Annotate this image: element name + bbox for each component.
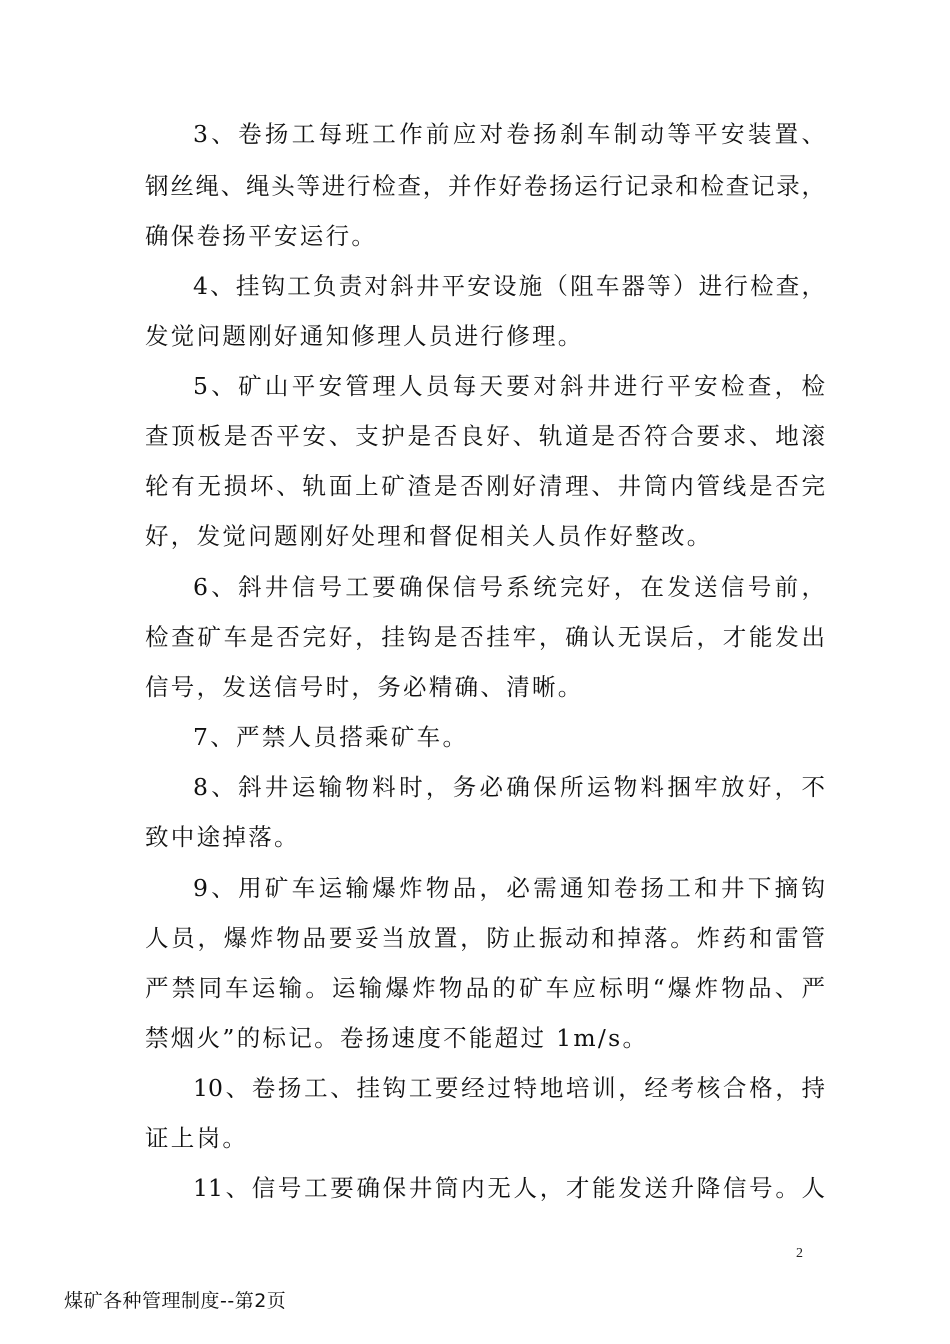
text-line-13: 7、严禁人员搭乘矿车。 [193, 723, 469, 751]
page-number: 2 [796, 1246, 803, 1261]
page-footer: 煤矿各种管理制度--第2页 [64, 1290, 287, 1312]
text-line-14: 8、斜井运输物料时，务必确保所运物料捆牢放好，不 [193, 773, 825, 801]
text-line-18: 严禁同车运输。运输爆炸物品的矿车应标明“爆炸物品、严 [145, 974, 825, 1002]
text-line-4: 4、挂钩工负责对斜井平安设施（阻车器等）进行检查， [193, 272, 825, 300]
text-line-21: 证上岗。 [145, 1124, 249, 1152]
text-line-3: 确保卷扬平安运行。 [145, 222, 378, 250]
text-line-15: 致中途掉落。 [145, 823, 300, 851]
text-line-9: 好，发觉问题刚好处理和督促相关人员作好整改。 [145, 522, 713, 550]
text-line-20: 10、卷扬工、挂钩工要经过特地培训，经考核合格，持 [193, 1074, 825, 1102]
text-line-2: 钢丝绳、绳头等进行检查，并作好卷扬运行记录和检查记录， [145, 172, 825, 200]
text-line-11: 检查矿车是否完好，挂钩是否挂牢，确认无误后，才能发出 [145, 623, 825, 651]
text-line-10: 6、斜井信号工要确保信号系统完好，在发送信号前， [193, 573, 825, 601]
text-line-16: 9、用矿车运输爆炸物品，必需通知卷扬工和井下摘钩 [193, 874, 825, 902]
text-line-6: 5、矿山平安管理人员每天要对斜井进行平安检查，检 [193, 372, 825, 400]
text-line-1: 3、卷扬工每班工作前应对卷扬刹车制动等平安装置、 [193, 120, 825, 148]
text-line-17: 人员，爆炸物品要妥当放置，防止振动和掉落。炸药和雷管 [145, 924, 825, 952]
text-line-19: 禁烟火”的标记。卷扬速度不能超过 1m/s。 [145, 1024, 649, 1052]
text-line-8: 轮有无损坏、轨面上矿渣是否刚好清理、井筒内管线是否完 [145, 472, 825, 500]
text-line-7: 查顶板是否平安、支护是否良好、轨道是否符合要求、地滚 [145, 422, 825, 450]
text-line-22: 11、信号工要确保井筒内无人，才能发送升降信号。人 [193, 1174, 825, 1202]
text-line-12: 信号，发送信号时，务必精确、清晰。 [145, 673, 584, 701]
text-line-5: 发觉问题刚好通知修理人员进行修理。 [145, 322, 584, 350]
